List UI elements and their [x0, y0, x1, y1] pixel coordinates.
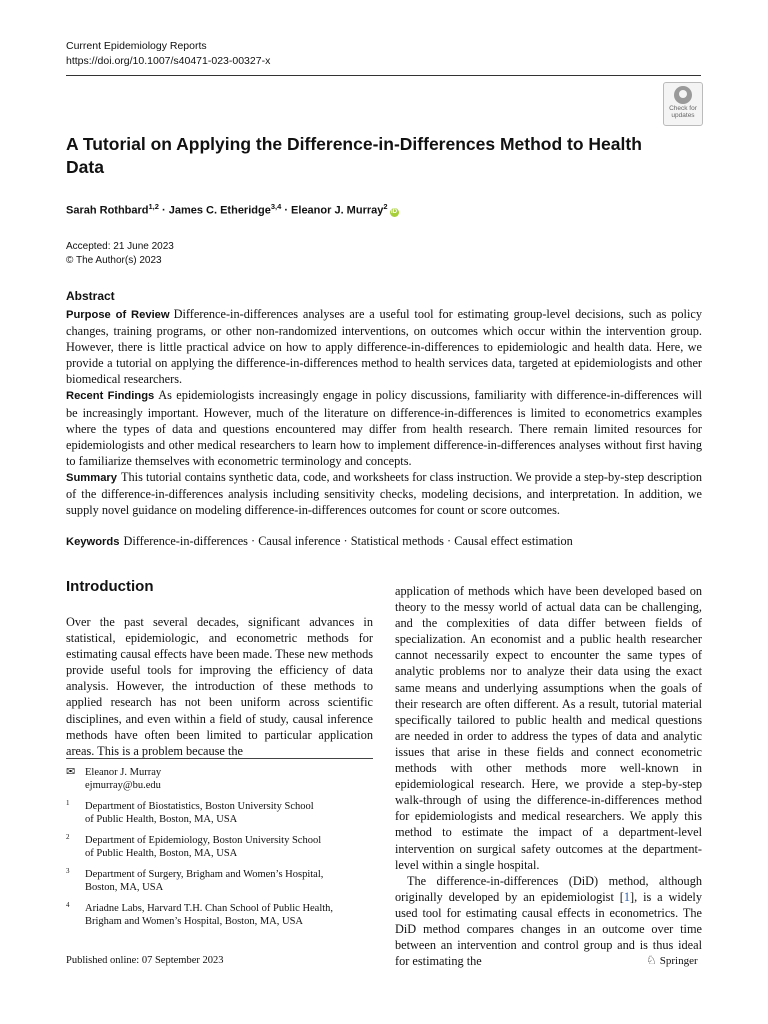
affiliation-footnote: [66, 800, 373, 826]
header-rule: [66, 75, 701, 76]
affiliation-footnote: [66, 902, 373, 928]
author-affiliation: 3,4: [270, 202, 282, 211]
footnote-number: 4: [66, 901, 70, 909]
affiliation-line: Department of Surgery, Brigham and Women’s Hospital,: [85, 869, 324, 880]
findings-text: As epidemiologists increasingly engage in policy discussions, familiarity with difference-in-differences will be increasingly important. However, much of the literature on difference-in-differences is limited to econometrics examples where the types of data and questions encountered may differ from health research. There remain limited resources for epidemiologists and other medical researchers to learn how to implement difference-in-differences analyses without first having to familiarize themselves with econometric terminology and concepts.: [66, 388, 702, 468]
envelope-icon: ✉: [66, 766, 76, 778]
affiliation-line: Ariadne Labs, Harvard T.H. Chan School of Public Health,: [85, 903, 334, 914]
affiliation-line: Brigham and Women’s Hospital, Boston, MA, USA: [85, 916, 304, 927]
abstract-findings: [66, 387, 702, 468]
author-affiliation: 1,2: [148, 202, 159, 211]
springer-horse-icon: ♘: [646, 953, 657, 967]
published-date: Published online: 07 September 2023: [66, 955, 224, 966]
check-badge-line1: Check for: [669, 105, 697, 112]
corresponding-author: [66, 766, 373, 792]
introduction-heading: Introduction: [66, 578, 154, 595]
affiliation-line: Boston, MA, USA: [85, 882, 164, 893]
article-title: A Tutorial on Applying the Difference-in-Differences Method to Health Data: [66, 134, 642, 177]
abstract-heading: Abstract: [66, 289, 115, 303]
findings-label: Recent Findings: [66, 390, 155, 403]
intro-column-right: [395, 583, 702, 969]
summary-text: This tutorial contains synthetic data, code, and worksheets for class instruction. We provide a step-by-step description of the difference-in-differences analysis including sensitivity checks, modeling decisions, and interpretation. In addition, we supply novel guidance on modeling difference-in-differences outcomes for count or score outcomes.: [66, 469, 702, 518]
did-text-end: ], is a widely used tool for estimating causal effects in econometrics. The DiD method compares changes in an outcome over time between an intervention and control group and is thus ideal for estimating the: [395, 889, 702, 969]
check-for-updates-badge[interactable]: [663, 82, 703, 126]
affiliation-footnote: [66, 834, 373, 860]
author-list: [66, 202, 399, 217]
affiliation-line: of Public Health, Boston, MA, USA: [85, 814, 238, 825]
footnote-number: 2: [66, 833, 70, 841]
abstract-body: [66, 306, 702, 518]
purpose-text: Difference-in-differences analyses are a useful tool for estimating group-level decisions, such as policy changes, training programs, or other non-randomized interventions, on outcomes which occur within the intervention group. However, there is little practical advice on how to apply difference-in-differences to epidemiologic and health data. Here, we provide a tutorial on applying the difference-in-differences method to health services data, targeted at epidemiologists and other biomedical researchers.: [66, 307, 702, 387]
author-name[interactable]: James C. Etheridge: [168, 204, 271, 217]
affiliation-footnote: [66, 868, 373, 894]
journal-name: Current Epidemiology Reports: [66, 40, 207, 52]
author-name[interactable]: Eleanor J. Murray: [291, 204, 384, 217]
copyright: © The Author(s) 2023: [66, 255, 162, 266]
keywords: [66, 534, 573, 549]
keywords-label: Keywords: [66, 536, 120, 548]
author-name[interactable]: Sarah Rothbard: [66, 204, 149, 217]
affiliation-line: Department of Epidemiology, Boston University School: [85, 835, 322, 846]
citation-link[interactable]: 1: [623, 889, 631, 904]
author-separator: ·: [158, 204, 169, 217]
accepted-date: Accepted: 21 June 2023: [66, 241, 174, 252]
publisher-name: Springer: [659, 955, 698, 967]
footnote-rule: [66, 758, 373, 759]
check-for-updates-icon: [674, 86, 692, 104]
affiliation-line: Department of Biostatistics, Boston University School: [85, 801, 314, 812]
contact-name: Eleanor J. Murray: [85, 767, 162, 778]
doi-link[interactable]: https://doi.org/10.1007/s40471-023-00327-x: [66, 55, 271, 67]
abstract-purpose: [66, 306, 702, 387]
orcid-icon[interactable]: iD: [391, 208, 398, 215]
intro-paragraph-continued: application of methods which have been developed based on theory to the messy world of actual data can be challenging, and the complexities of data differ between fields of specialization. An economist and a public health researcher cannot necessarily expect to encounter the same types of analytic problems nor to analyze their data using the exact same means and underlying assumptions when the goals of their research are often different. As a result, tutorial material specifically tailored to public health and medical questions are needed in order to address the types of data and analytic issues that arise in these fields and connect econometric methods with other methods more well-known in epidemiological research. Here, we provide a step-by-step walk-through of using the difference-in-differences method for epidemiologists and medical researchers. We apply this method to estimate the impact of a department-level intervention on surgical safety outcomes at the department-level within a single hospital.: [395, 584, 702, 872]
footnote-number: 3: [66, 867, 70, 875]
did-text-start: The difference-in-differences (DiD) method, although originally developed by an epidemiologist [: [395, 873, 702, 904]
footnote-number: 1: [66, 799, 70, 807]
author-separator: ·: [281, 204, 292, 217]
check-badge-line2: updates: [671, 112, 695, 119]
footnotes: [66, 766, 373, 936]
abstract-summary: [66, 469, 702, 518]
author-affiliation: 2: [383, 202, 388, 211]
summary-label: Summary: [66, 471, 117, 484]
intro-paragraph-left: Over the past several decades, significant advances in statistical, epidemiologic, and econometric methods for estimating causal effects have been made. These new methods provide useful tools for improving the efficiency of data analysis. However, the introduction of these methods to applied research has not been uniform across scientific disciplines, and even within a field of study, causal inference methods have often been limited to particular application areas. This is a problem because the: [66, 615, 373, 758]
affiliation-line: of Public Health, Boston, MA, USA: [85, 848, 238, 859]
publisher-logo: [646, 953, 698, 968]
purpose-label: Purpose of Review: [66, 309, 170, 321]
contact-email[interactable]: ejmurray@bu.edu: [85, 780, 161, 791]
keywords-text: Difference-in-differences · Causal inference · Statistical methods · Causal effect estimation: [123, 534, 573, 548]
